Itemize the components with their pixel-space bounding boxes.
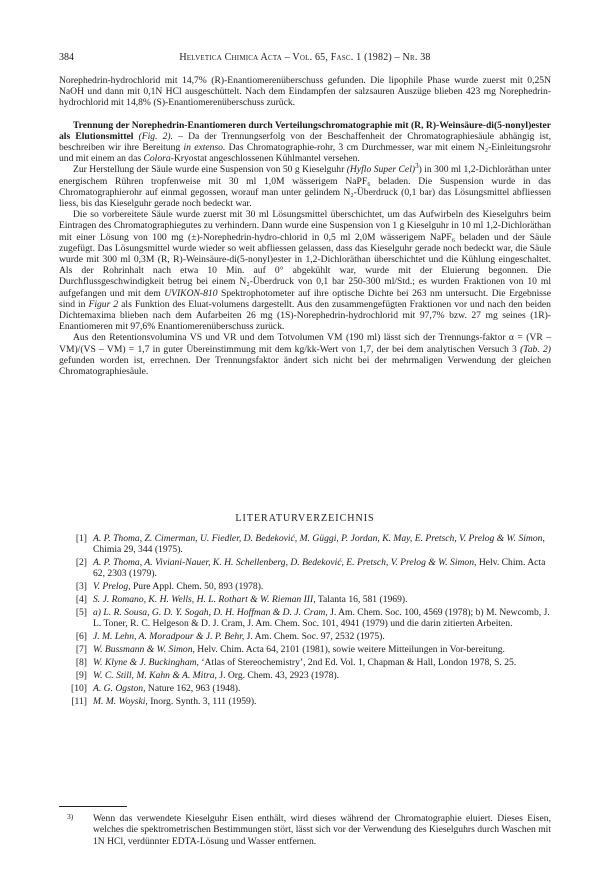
list-item: [2] A. P. Thoma, A. Viviani-Nauer, K. H. Schellenberg, D. Bedeković, E. Pretsch, V. Prelog & W. Simon, Helv. Chim. Acta 62, 2303 (1979).: [75, 557, 546, 580]
footnote-ref: 3: [415, 162, 419, 171]
page-header: [59, 51, 551, 65]
list-item: [7] W. Bussmann & W. Simon, Helv. Chim. Acta 64, 2101 (1981), sowie weitere Mitteilungen in Vor-bereitung.: [75, 644, 505, 656]
list-item: [1] A. P. Thoma, Z. Cimerman, U. Fiedler, D. Bedeković, M. Güggi, P. Jordan, K. May, E. Pretsch, V. Prelog & W. Simon, Chimia 29, 344 (1975).: [75, 533, 545, 556]
references-heading: LITERATURVERZEICHNIS: [235, 513, 375, 524]
list-item: [8] W. Klyne & J. Buckingham, ‘Atlas of Stereochemistry’, 2nd Ed. Vol. 1, Chapman & Hall, London 1978, S. 25.: [75, 657, 517, 669]
list-item: [11] M. M. Woyski, Inorg. Synth. 3, 111 (1959).: [71, 695, 257, 707]
list-item: [4] S. J. Romano, K. H. Wells, H. L. Rothart & W. Rieman III, Talanta 16, 581 (1969).: [75, 594, 408, 606]
footnote-text: Wenn das verwendete Kieselguhr Eisen enthält, wird dieses während der Chromatographie eluiert. Dieses Eisen, welches die spektrometrischen Bestimmungen stört, lässt sich vor der Verwendung des Kieselguhrs durch Waschen mit 1N HCl, verdünnter EDTA-Lösung und Wasser entfernen.: [93, 813, 551, 847]
list-item: [10] A. G. Ogston, Nature 162, 963 (1948).: [71, 682, 241, 694]
figure-ref: (Fig. 2).: [138, 130, 174, 142]
list-item: [9] W. C. Still, M. Kahn & A. Mitra, J. Org. Chem. 43, 2923 (1978).: [75, 670, 340, 682]
body-text: [59, 75, 551, 377]
paragraph-4: Die so vorbereitete Säule wurde zuerst mit 30 ml Lösungsmittel überschichtet, um das Aufwirbeln des Kieselguhrs beim Eintragen des Chromatographiegutes zu verhindern. Dann wurde eine Suspension von 1 g Kieselguhr in 10 ml 1,2-Dichloräthan mit einer Lösung von 100 mg (±)-Norephedrin-hydro-chlorid in 0,5 ml 2,0M wässerigem NaPF₆ beladen und der Säule zugefügt. Das Lösungsmittel wurde wieder so weit abfliessen gelassen, dass das Kieselguhr gerade noch bedeckt war, die Säule wurde mit 300 ml 0,3M (R, R)-Weinsäure-di(5-nonyl)ester in 1,2-Dichloräthan überschichtet und die Kühlung eingeschaltet. Als der Rohrinhalt nach etwa 10 Min. auf 0° abgekühlt war, wurde mit der Eluierung begonnen. Die Durchflussgeschwindigkeit betrug bei einem N₂-Überdruck von 0,1 bar 250-300 ml/Std.; es wurden Fraktionen von 10 ml aufgefangen und mit dem UVIKON-810 Spektrophotometer auf ihre optische Dichte bei 263 nm untersucht. Die Ergebnisse sind in Figur 2 als Funktion des Eluat-volumens dargestellt. Aus den zusammengefügten Fraktionen vor und nach den beiden Dichtemaxima blieben nach dem Aufarbeiten 26 mg (1S)-Norephedrin-hydrochlorid mit 97,7% bzw. 27 mg seines (1R)-Enantiomeren mit 97,6% Enantiomerenüberschuss zurück.: [59, 209, 551, 333]
list-item: [6] J. M. Lehn, A. Moradpour & J. P. Behr, J. Am. Chem. Soc. 97, 2532 (1975).: [75, 631, 385, 643]
list-item: [5] a) L. R. Sousa, G. D. Y. Sogah, D. H. Hoffman & D. J. Cram, J. Am. Chem. Soc. 100, 4569 (1978); b) M. Newcomb, J. L. Toner, R. C. Helgeson & D. J. Cram, J. Am. Chem. Soc. 101, 4941 (1979) und die darin zitierten Arbeiten.: [75, 607, 550, 630]
footnote-divider: [59, 806, 127, 807]
footnote: [59, 813, 551, 847]
paragraph-3: Zur Herstellung der Säule wurde eine Suspension von 50 g Kieselguhr (Hyflo Super Cel)$^3$) in 300 ml 1,2-Dichloräthan unter energischem Rühren tropfenweise mit 30 ml 1,0M wässerigem NaPF₆ beladen. Die Suspension wurde in das Chromatographierohr auf einmal gegossen, worauf man unter gelindem N₂-Überdruck (0,1 bar) das Lösungsmittel abfliessen liess, bis das Kieselguhr gerade noch bedeckt war.: [59, 162, 551, 210]
section-title: Trennung der Norephedrin-Enantiomeren durch Verteilungschromatographie mit (R, R)-Weinsäure-di(5-nonyl)ester als Elutionsmittel: [59, 119, 551, 142]
list-item: [3] V. Prelog, Pure Appl. Chem. 50, 893 (1978).: [75, 581, 264, 593]
reference-list: [59, 533, 551, 709]
paragraph-5: Aus den Retentionsvolumina VS und VR und dem Totvolumen VM (190 ml) lässt sich der Trennungs-faktor α = (VR – VM)/(VS – VM) = 1,7 in guter Übereinstimmung mit dem kg/kk-Wert von 1,7, der bei dem analytischen Versuch 3 (Tab. 2) gefunden worden ist, errechnen. Der Trennungsfaktor ändert sich nicht bei der mehrmaligen Verwendung der gleichen Chromatographiesäule.: [59, 332, 551, 378]
paragraph-2: Trennung der Norephedrin-Enantiomeren durch Verteilungschromatographie mit (R, R)-Weinsäure-di(5-nonyl)ester als Elutionsmittel (Fig. 2). – Da der Trennungserfolg von der Beschaffenheit der Chromatographiesäule abhängig ist, beschreiben wir ihre Bereitung in extenso. Das Chromatographie-rohr, 3 cm Durchmesser, war mit einem N₂-Einleitungsrohr und mit einem an das Colora-Kryostat angeschlossenen Kühlmantel versehen.: [59, 119, 551, 165]
page-number: 384: [59, 52, 74, 63]
paragraph-1: Norephedrin-hydrochlorid mit 14,7% (R)-Enantiomerenüberschuss gefunden. Die lipophile Phase wurde zuerst mit 0,25N NaOH und dann mit 0,1N HCl ausgeschüttelt. Nach dem Eindampfen der salzsauren Auszüge blieben 423 mg Norephedrin-hydrochlorid mit 14,8% (S)-Enantiomerenüberschuss zurück.: [59, 75, 551, 109]
footnote-mark: 3): [67, 812, 74, 821]
running-title: Helvetica Chimica Acta – Vol. 65, Fasc. 1 (1982) – Nr. 38: [179, 52, 431, 63]
